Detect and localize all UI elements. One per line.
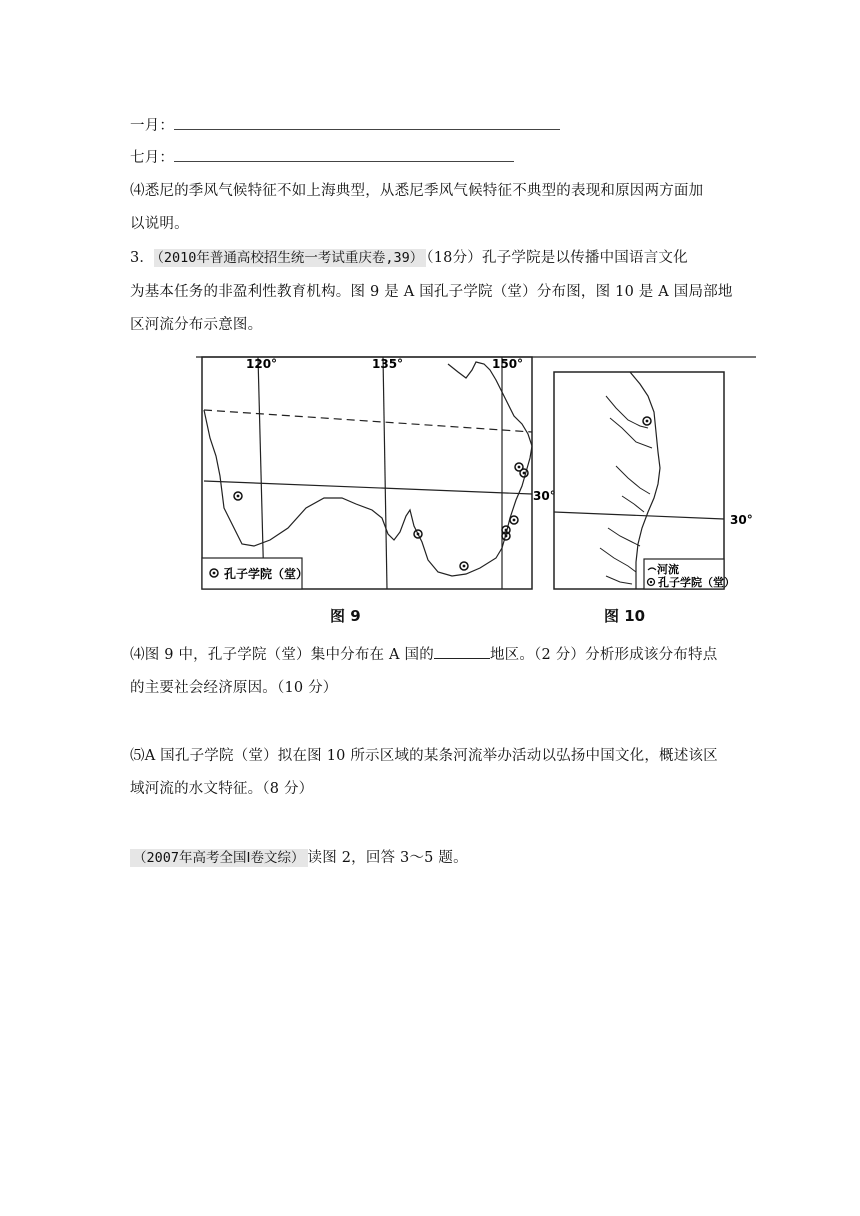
s4-line2: 的主要社会经济原因。（10 分） xyxy=(130,680,338,696)
s4-text-b: 地区。（2 分）分析形成该分布特点 xyxy=(489,647,718,663)
meridian-135 xyxy=(383,357,387,589)
lon-label-120: 120° xyxy=(246,357,278,371)
figure10-coastline xyxy=(630,372,660,589)
q3-intro: （18分）孔子学院是以传播中国语言文化 xyxy=(426,250,688,266)
s5-line1: ⑸A 国孔子学院（堂）拟在图 10 所示区域的某条河流举办活动以弘扬中国文化，概述该区 xyxy=(130,748,718,764)
figure9-legend-label: 孔子学院（堂） xyxy=(224,567,309,581)
s4-line1 xyxy=(130,643,717,664)
q3-number: 3． xyxy=(130,250,155,266)
q4-text-line2: 以说明。 xyxy=(130,216,189,232)
lon-label-135: 135° xyxy=(372,357,404,371)
map-svg xyxy=(196,348,756,608)
parallel-30 xyxy=(204,481,532,494)
q3-line1 xyxy=(130,246,688,267)
lon-label-150: 150° xyxy=(492,357,524,371)
next-source-highlight: （2007年高考全国Ⅰ卷文综） xyxy=(130,849,308,867)
january-blank[interactable] xyxy=(174,115,560,130)
s5-line2: 域河流的水文特征。（8 分） xyxy=(130,781,314,797)
australia-coastline xyxy=(204,362,532,576)
july-answer-line xyxy=(130,146,514,167)
january-answer-line xyxy=(130,114,560,135)
next-question-line xyxy=(130,846,468,867)
figure9-caption: 图 9 xyxy=(330,607,361,625)
next-question-text: 读图 2，回答 3～5 题。 xyxy=(307,850,468,866)
map-figures xyxy=(196,348,756,633)
figure9-map xyxy=(196,357,756,589)
meridian-120 xyxy=(258,357,264,589)
figure10-lat-label: 30° xyxy=(730,513,753,527)
figure10-map xyxy=(554,372,753,589)
figure9-lat-label: 30° xyxy=(533,489,556,503)
tropic-line xyxy=(204,410,532,432)
figure10-legend-institute: 孔子学院（堂） xyxy=(658,576,735,589)
q3-line2: 为基本任务的非盈利性教育机构。图 9 是 A 国孔子学院（堂）分布图，图 10 是 A 国局部地 xyxy=(130,284,733,300)
january-label: 一月： xyxy=(130,118,175,134)
figure10-caption: 图 10 xyxy=(604,607,646,625)
q3-line3: 区河流分布示意图。 xyxy=(130,317,263,333)
figure10-parallel-30 xyxy=(554,512,724,519)
figure10-legend-river: 河流 xyxy=(657,563,679,576)
july-label: 七月： xyxy=(130,150,175,166)
july-blank[interactable] xyxy=(174,147,514,162)
q3-source-highlight: （2010年普通高校招生统一考试重庆卷,39） xyxy=(154,249,426,267)
s4-blank[interactable] xyxy=(434,645,490,659)
q4-text-line1: ⑷悉尼的季风气候特征不如上海典型，从悉尼季风气候特征不典型的表现和原因两方面加 xyxy=(130,183,704,199)
s4-text-a: ⑷图 9 中，孔子学院（堂）集中分布在 A 国的 xyxy=(130,647,434,663)
